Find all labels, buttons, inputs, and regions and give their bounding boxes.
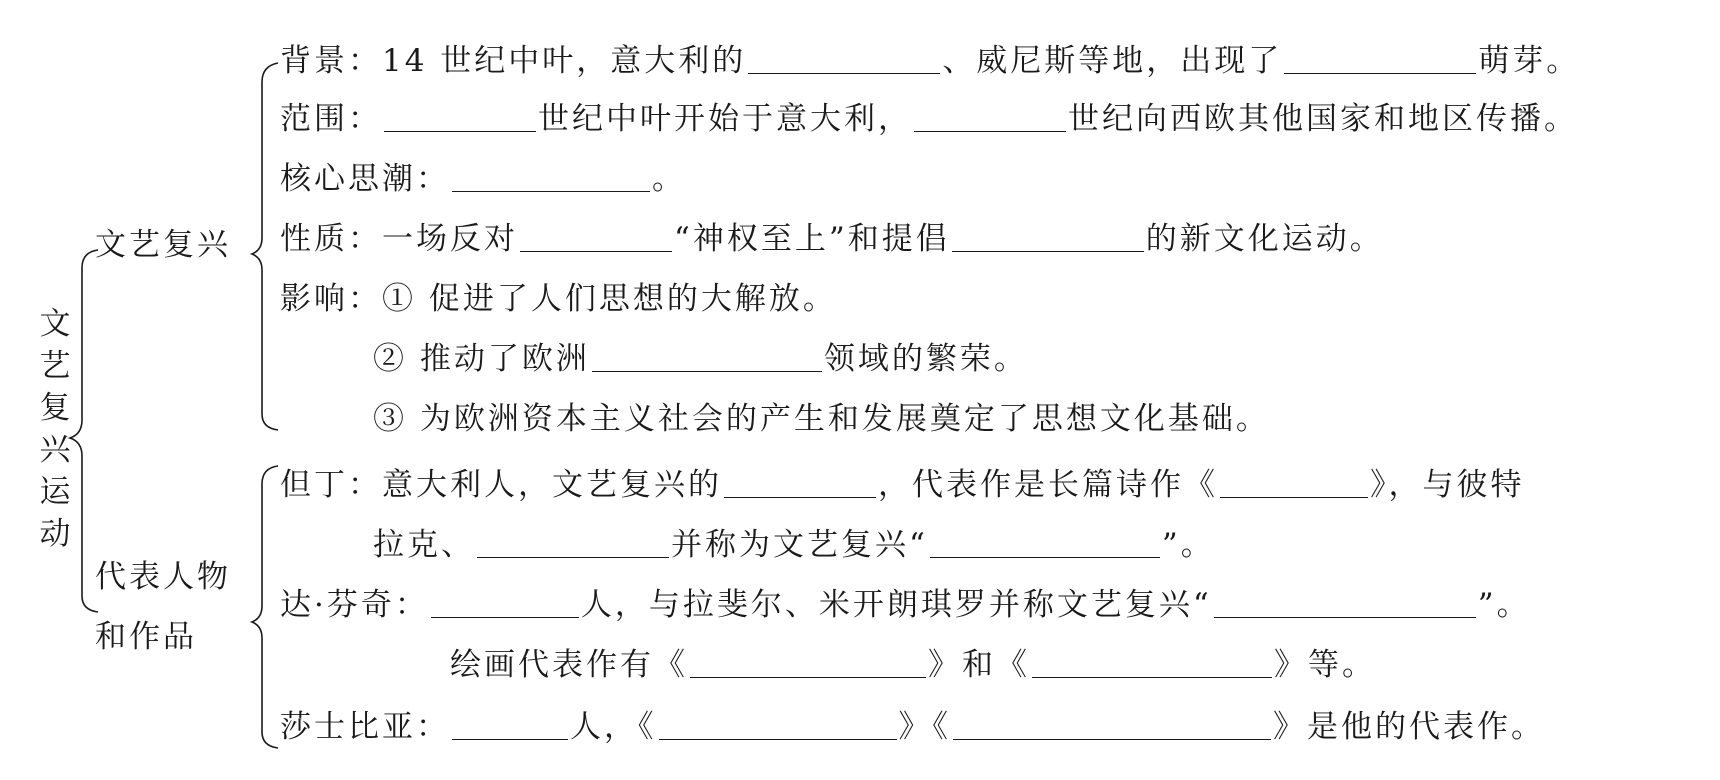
core-label: 核心思潮：	[280, 161, 450, 197]
dante-text: ”。	[1161, 527, 1215, 563]
blank-field[interactable]	[952, 221, 1144, 252]
dante-text: 意大利人，文艺复兴的	[382, 467, 722, 503]
blank-field[interactable]	[520, 221, 672, 252]
nature-text: “神权至上”和提倡	[674, 221, 950, 257]
blank-field[interactable]	[724, 467, 876, 498]
background-text: 萌芽。	[1478, 43, 1581, 79]
blank-field[interactable]	[1032, 647, 1272, 678]
core-line	[280, 160, 686, 198]
nature-line	[280, 220, 1384, 258]
background-text: 14 世纪中叶，意大利的	[382, 43, 747, 79]
nature-text: 的新文化运动。	[1145, 221, 1384, 257]
davinci-text: 》等。	[1274, 647, 1376, 683]
impact-item: 领域的繁荣。	[823, 341, 1028, 377]
impact-item: ① 促进了人们思想的大解放。	[382, 281, 837, 317]
core-text: 。	[652, 161, 686, 197]
background-line	[280, 42, 1580, 80]
root-char: 文	[39, 306, 71, 342]
davinci-text: 绘画代表作有《	[450, 647, 688, 683]
shakespeare-text: 》《	[898, 709, 951, 745]
blank-field[interactable]	[477, 527, 669, 558]
background-text: 、威尼斯等地，出现了	[942, 43, 1283, 79]
blank-field[interactable]	[452, 161, 650, 192]
impact-line-1	[280, 280, 837, 318]
dante-label: 但丁：	[280, 467, 382, 503]
blank-field[interactable]	[1284, 43, 1476, 74]
blank-field[interactable]	[452, 709, 568, 740]
blank-field[interactable]	[690, 647, 926, 678]
section-title-renaissance: 文艺复兴	[95, 227, 231, 263]
blank-field[interactable]	[1220, 467, 1368, 498]
scope-label: 范围：	[280, 101, 382, 137]
davinci-label: 达·芬奇：	[280, 587, 429, 623]
davinci-line-1	[280, 586, 1531, 624]
root-title	[35, 303, 75, 555]
impact-item: ③ 为欧洲资本主义社会的产生和发展奠定了思想文化基础。	[373, 401, 1270, 437]
dante-text: 》，与彼特	[1370, 467, 1525, 503]
davinci-text: 人，与拉斐尔、米开朗琪罗并称文艺复兴“	[580, 587, 1212, 623]
blank-field[interactable]	[953, 709, 1271, 740]
background-label: 背景：	[280, 43, 382, 79]
blank-field[interactable]	[748, 43, 940, 74]
davinci-text: 》和《	[928, 647, 1030, 683]
root-char: 运	[39, 474, 71, 510]
root-char: 兴	[39, 432, 71, 468]
davinci-text: ”。	[1477, 587, 1531, 623]
impact-item: ② 推动了欧洲	[373, 341, 590, 377]
nature-label: 性质：	[280, 221, 382, 257]
blank-field[interactable]	[930, 527, 1160, 558]
blank-field[interactable]	[592, 341, 822, 372]
dante-line-2	[373, 526, 1215, 564]
scope-text: 世纪中叶开始于意大利，	[538, 101, 912, 137]
section-title-figures-line1: 代表人物	[95, 559, 231, 595]
shakespeare-text: 》是他的代表作。	[1273, 709, 1545, 745]
nature-text: 一场反对	[382, 221, 518, 257]
blank-field[interactable]	[431, 587, 579, 618]
section-title-figures-line2: 和作品	[95, 619, 197, 655]
dante-text: ，代表作是长篇诗作《	[878, 467, 1218, 503]
impact-label: 影响：	[280, 281, 382, 317]
blank-field[interactable]	[659, 709, 897, 740]
blank-field[interactable]	[1214, 587, 1476, 618]
dante-text: 拉克、	[373, 527, 475, 563]
scope-text: 世纪向西欧其他国家和地区传播。	[1068, 101, 1578, 137]
dante-line-1	[280, 466, 1525, 504]
impact-line-2	[373, 340, 1028, 378]
davinci-line-2	[450, 646, 1376, 684]
root-char: 艺	[39, 348, 71, 384]
shakespeare-text: 人，《	[570, 709, 657, 745]
impact-line-3	[373, 400, 1270, 438]
blank-field[interactable]	[914, 101, 1066, 132]
scope-line	[280, 100, 1578, 138]
dante-text: 并称为文艺复兴“	[671, 527, 928, 563]
shakespeare-line	[280, 708, 1545, 746]
root-char: 动	[39, 516, 71, 552]
shakespeare-label: 莎士比亚：	[280, 709, 450, 745]
blank-field[interactable]	[384, 101, 536, 132]
root-char: 复	[39, 390, 71, 426]
